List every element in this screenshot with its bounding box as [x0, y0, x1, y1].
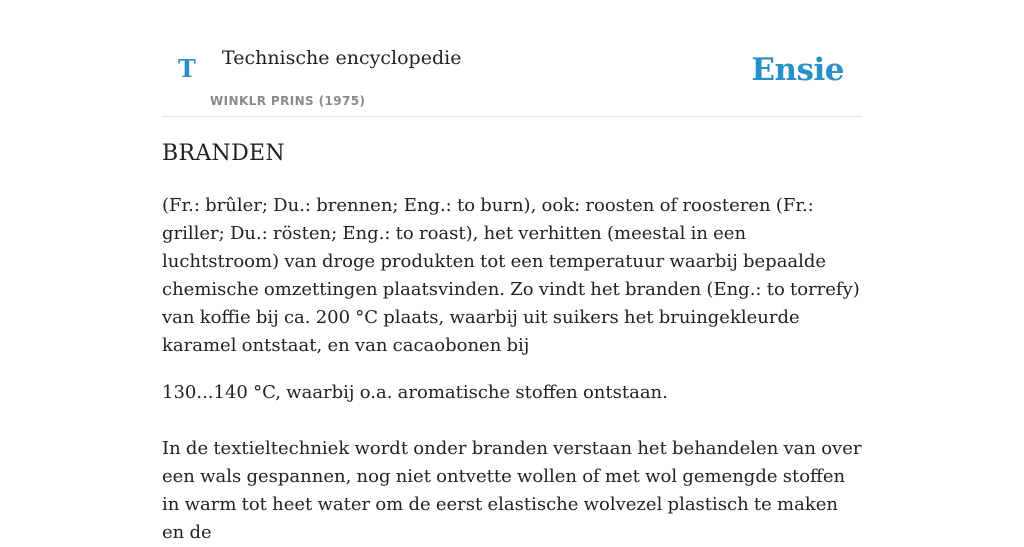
book-header	[162, 0, 862, 117]
book-title-link[interactable]: Technische encyclopedie	[222, 47, 462, 69]
article-paragraph: (Fr.: brûler; Du.: brennen; Eng.: to burn), ook: roosten of roosteren (Fr.: griller; Du.: rösten; Eng.: to roast), het verhitten (meestal in een luchtstroom) van droge produkten tot een temperatuur waarbij bepaalde chemische omzettingen plaatsvinden. Zo vindt het branden (Eng.: to torrefy) van koffie bij ca. 200 °C plaats, waarbij uit suikers het bruingekleurde karamel ontstaat, en van cacaobonen bij	[162, 195, 860, 356]
article-paragraph: 130...140 °C, waarbij o.a. aromatische stoffen ontstaan.	[162, 382, 668, 403]
ensie-logo[interactable]: Ensie	[751, 52, 844, 88]
article-paragraph: In de textieltechniek wordt onder branden verstaan het behandelen van over een wals gespannen, nog niet ontvette wollen of met wol gemengde stoffen in warm tot heet water om de eerst elastische wolvezel plastisch te maken en de	[162, 438, 862, 543]
book-subtitle: WINKLR PRINS (1975)	[210, 94, 366, 108]
book-icon: T	[178, 54, 196, 83]
article	[162, 138, 862, 547]
article-title: BRANDEN	[162, 141, 285, 166]
